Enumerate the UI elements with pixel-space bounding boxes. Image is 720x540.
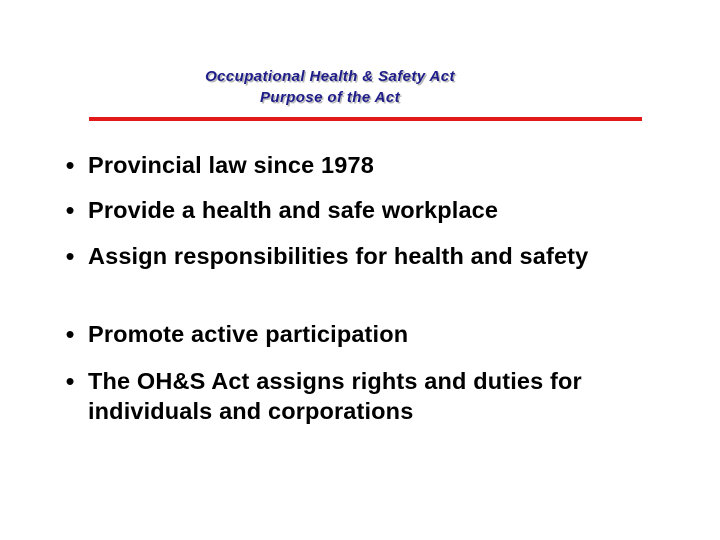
bullet-text: Provide a health and safe workplace — [88, 197, 499, 223]
bullet-text: Assign responsibilities for health and safety — [88, 243, 589, 269]
slide-title — [90, 66, 570, 108]
title-line-1: Occupational Health & Safety Act — [205, 68, 455, 85]
bullet-dot-icon: • — [65, 319, 75, 349]
bullet-dot-icon: • — [65, 241, 75, 271]
bullet-text: Provincial law since 1978 — [88, 152, 374, 178]
bullet-text: Promote active participation — [88, 321, 409, 347]
title-line-2: Purpose of the Act — [260, 89, 400, 106]
bullet-dot-icon: • — [65, 150, 75, 180]
bullet-dot-icon: • — [65, 366, 75, 396]
bullet-text: The OH&S Act assigns rights and duties for individuals and corporations — [88, 368, 582, 424]
bullet-dot-icon: • — [65, 195, 75, 225]
title-divider — [89, 117, 642, 121]
